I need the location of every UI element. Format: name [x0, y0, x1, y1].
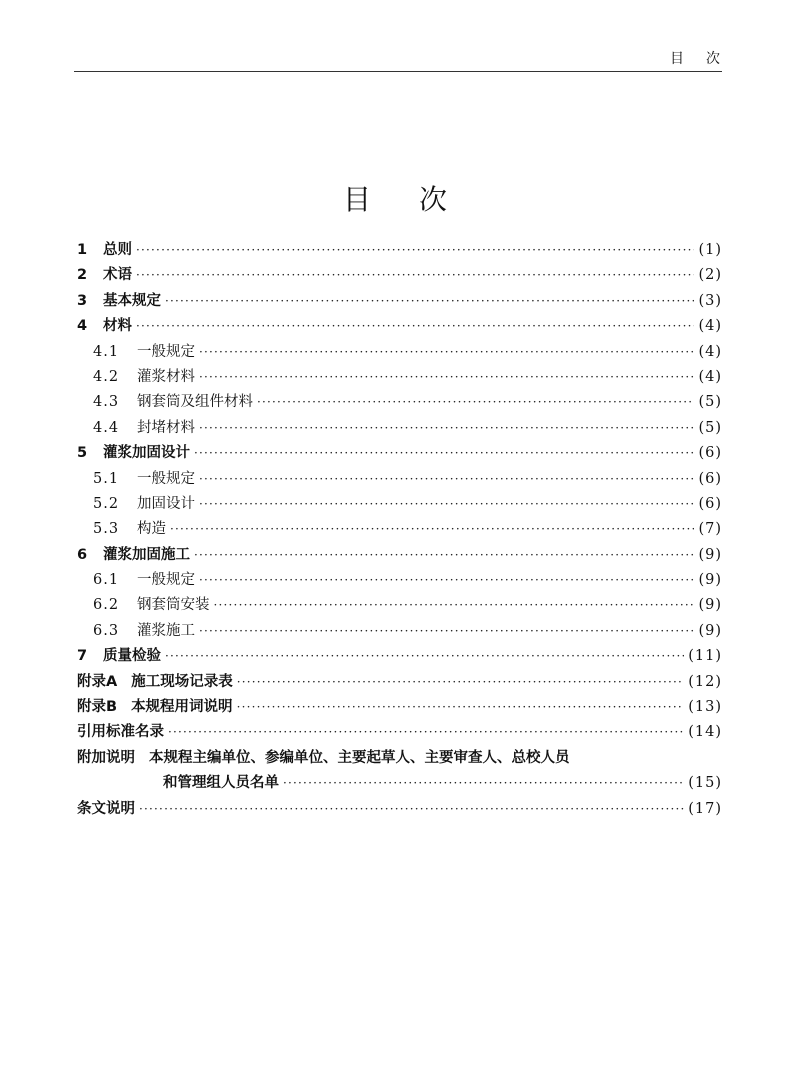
toc-entry-title: 灌浆材料: [137, 368, 195, 385]
toc-entry-title: 一般规定: [137, 572, 195, 589]
toc-entry-title: 材料: [103, 318, 132, 335]
toc-entry-page: (9): [698, 597, 722, 614]
dot-leader: [199, 492, 694, 517]
toc-entry-title: 一般规定: [137, 343, 195, 360]
toc-entry-number: 4.3: [93, 394, 120, 411]
toc-entry-page: (9): [698, 622, 722, 639]
toc-entry-number: 7: [77, 648, 88, 665]
toc-entry-page: (14): [688, 724, 722, 741]
toc-entry-page: (17): [688, 800, 722, 817]
toc-entry-title: 灌浆加固设计: [103, 445, 190, 462]
toc-entry-title: 加固设计: [137, 495, 195, 512]
toc-entry[interactable]: [77, 644, 722, 669]
toc-entry-number: 6: [77, 546, 88, 563]
toc-entry-number: 1: [77, 242, 88, 258]
dot-leader: [194, 543, 694, 568]
toc-entry[interactable]: [77, 441, 722, 466]
dot-leader: [199, 416, 694, 441]
toc-entry-number: 附加说明: [77, 749, 135, 766]
toc-entry-number: 6.3: [93, 622, 120, 639]
dot-leader: [170, 517, 694, 542]
toc-entry-title: 封堵材料: [137, 419, 195, 436]
toc-subentry[interactable]: [77, 390, 722, 415]
dot-leader: [199, 340, 694, 365]
toc-entry-title: 钢套筒及组件材料: [137, 394, 253, 411]
dot-leader: [237, 695, 685, 720]
toc-entry-page: (9): [698, 546, 722, 563]
toc-entry-number: 5.1: [93, 470, 120, 487]
toc-entry-number: 5: [77, 445, 88, 462]
toc-entry-page: (4): [698, 318, 722, 335]
running-header: 目次: [670, 51, 742, 67]
toc-entry-title: 钢套筒安装: [137, 597, 210, 614]
toc-entry-number: 4.1: [93, 343, 120, 360]
dot-leader: [194, 441, 694, 466]
toc-entry-page: (6): [698, 495, 722, 512]
toc-entry-page: (5): [698, 394, 722, 411]
page-title: 目次: [342, 183, 495, 216]
toc-entry-page: (4): [698, 343, 722, 360]
dot-leader: [165, 644, 684, 669]
toc-entry-page: (3): [698, 292, 722, 309]
dot-leader: [165, 289, 694, 314]
toc-entry-title: 总则: [103, 242, 132, 258]
dot-leader: [136, 263, 694, 288]
dot-leader: [136, 238, 694, 263]
header-rule: [74, 71, 722, 72]
dot-leader: [237, 670, 685, 695]
toc-entry-number: 4.4: [93, 419, 120, 436]
toc-subentry[interactable]: [77, 619, 722, 644]
toc-entry-number: 2: [77, 267, 88, 284]
toc-entry-references[interactable]: [77, 720, 722, 745]
toc-entry-page: (11): [688, 648, 722, 665]
toc-subentry[interactable]: [77, 568, 722, 593]
toc-entry-number: 6.1: [93, 572, 120, 589]
toc-entry-number: 6.2: [93, 597, 120, 614]
toc-subentry[interactable]: [77, 492, 722, 517]
toc-entry-page: (6): [698, 470, 722, 487]
toc-entry-title: 基本规定: [103, 292, 161, 309]
toc-subentry[interactable]: [77, 593, 722, 618]
toc-entry[interactable]: [77, 314, 722, 339]
toc-entry-title: 术语: [103, 267, 132, 284]
toc-subentry[interactable]: [77, 365, 722, 390]
toc-entry-page: (5): [698, 419, 722, 436]
toc-entry[interactable]: [77, 263, 722, 288]
toc-entry-appendix-b[interactable]: [77, 695, 722, 720]
dot-leader: [136, 314, 694, 339]
dot-leader: [199, 619, 694, 644]
toc-entry[interactable]: [77, 543, 722, 568]
dot-leader: [283, 771, 684, 796]
toc-subentry[interactable]: [77, 467, 722, 492]
dot-leader: [199, 365, 694, 390]
toc-entry-number: 3: [77, 292, 88, 309]
toc-entry-title: 一般规定: [137, 470, 195, 487]
toc-entry-title: 和管理组人员名单: [163, 775, 279, 792]
toc-entry-page: (12): [688, 673, 722, 690]
toc-entry-number: 附录B: [77, 699, 118, 716]
toc-entry-title: 本规程用词说明: [131, 699, 233, 716]
toc-entry-number: 附录A: [77, 673, 118, 690]
toc-entry-page: (13): [688, 699, 722, 716]
toc-subentry[interactable]: [77, 416, 722, 441]
toc-entry-page: (15): [688, 775, 722, 792]
toc-entry-number: 5.3: [93, 521, 120, 538]
table-of-contents: [77, 238, 722, 822]
toc-entry-page: (6): [698, 445, 722, 462]
toc-entry-number: 4.2: [93, 368, 120, 385]
toc-entry-number: 4: [77, 318, 88, 335]
toc-entry-number: 5.2: [93, 495, 120, 512]
dot-leader: [199, 467, 694, 492]
toc-entry[interactable]: [77, 238, 722, 263]
toc-entry[interactable]: [77, 289, 722, 314]
toc-entry-title: 构造: [137, 521, 166, 538]
toc-entry-title: 引用标准名录: [77, 724, 164, 741]
dot-leader: [257, 390, 694, 415]
toc-entry-title: 施工现场记录表: [131, 673, 233, 690]
dot-leader: [214, 593, 695, 618]
toc-entry-commentary[interactable]: [77, 797, 722, 822]
toc-entry-title: 质量检验: [103, 648, 161, 665]
toc-subentry[interactable]: [77, 517, 722, 542]
toc-entry-title: 灌浆施工: [137, 622, 195, 639]
toc-entry-page: (4): [698, 368, 722, 385]
toc-entry-page: (7): [698, 521, 722, 538]
dot-leader: [168, 720, 684, 745]
toc-entry-appendix-a[interactable]: [77, 670, 722, 695]
toc-entry-additional-notes-continued[interactable]: [77, 771, 722, 796]
toc-entry-page: (9): [698, 572, 722, 589]
toc-subentry[interactable]: [77, 340, 722, 365]
dot-leader: [139, 797, 684, 822]
toc-entry-title: 条文说明: [77, 800, 135, 817]
toc-entry-title: 灌浆加固施工: [103, 546, 190, 563]
toc-entry-page: (2): [698, 267, 722, 284]
toc-entry-page: (1): [698, 242, 722, 258]
toc-entry-title: 本规程主编单位、参编单位、主要起草人、主要审查人、总校人员: [149, 749, 570, 766]
dot-leader: [199, 568, 694, 593]
toc-entry-additional-notes[interactable]: [77, 746, 722, 771]
